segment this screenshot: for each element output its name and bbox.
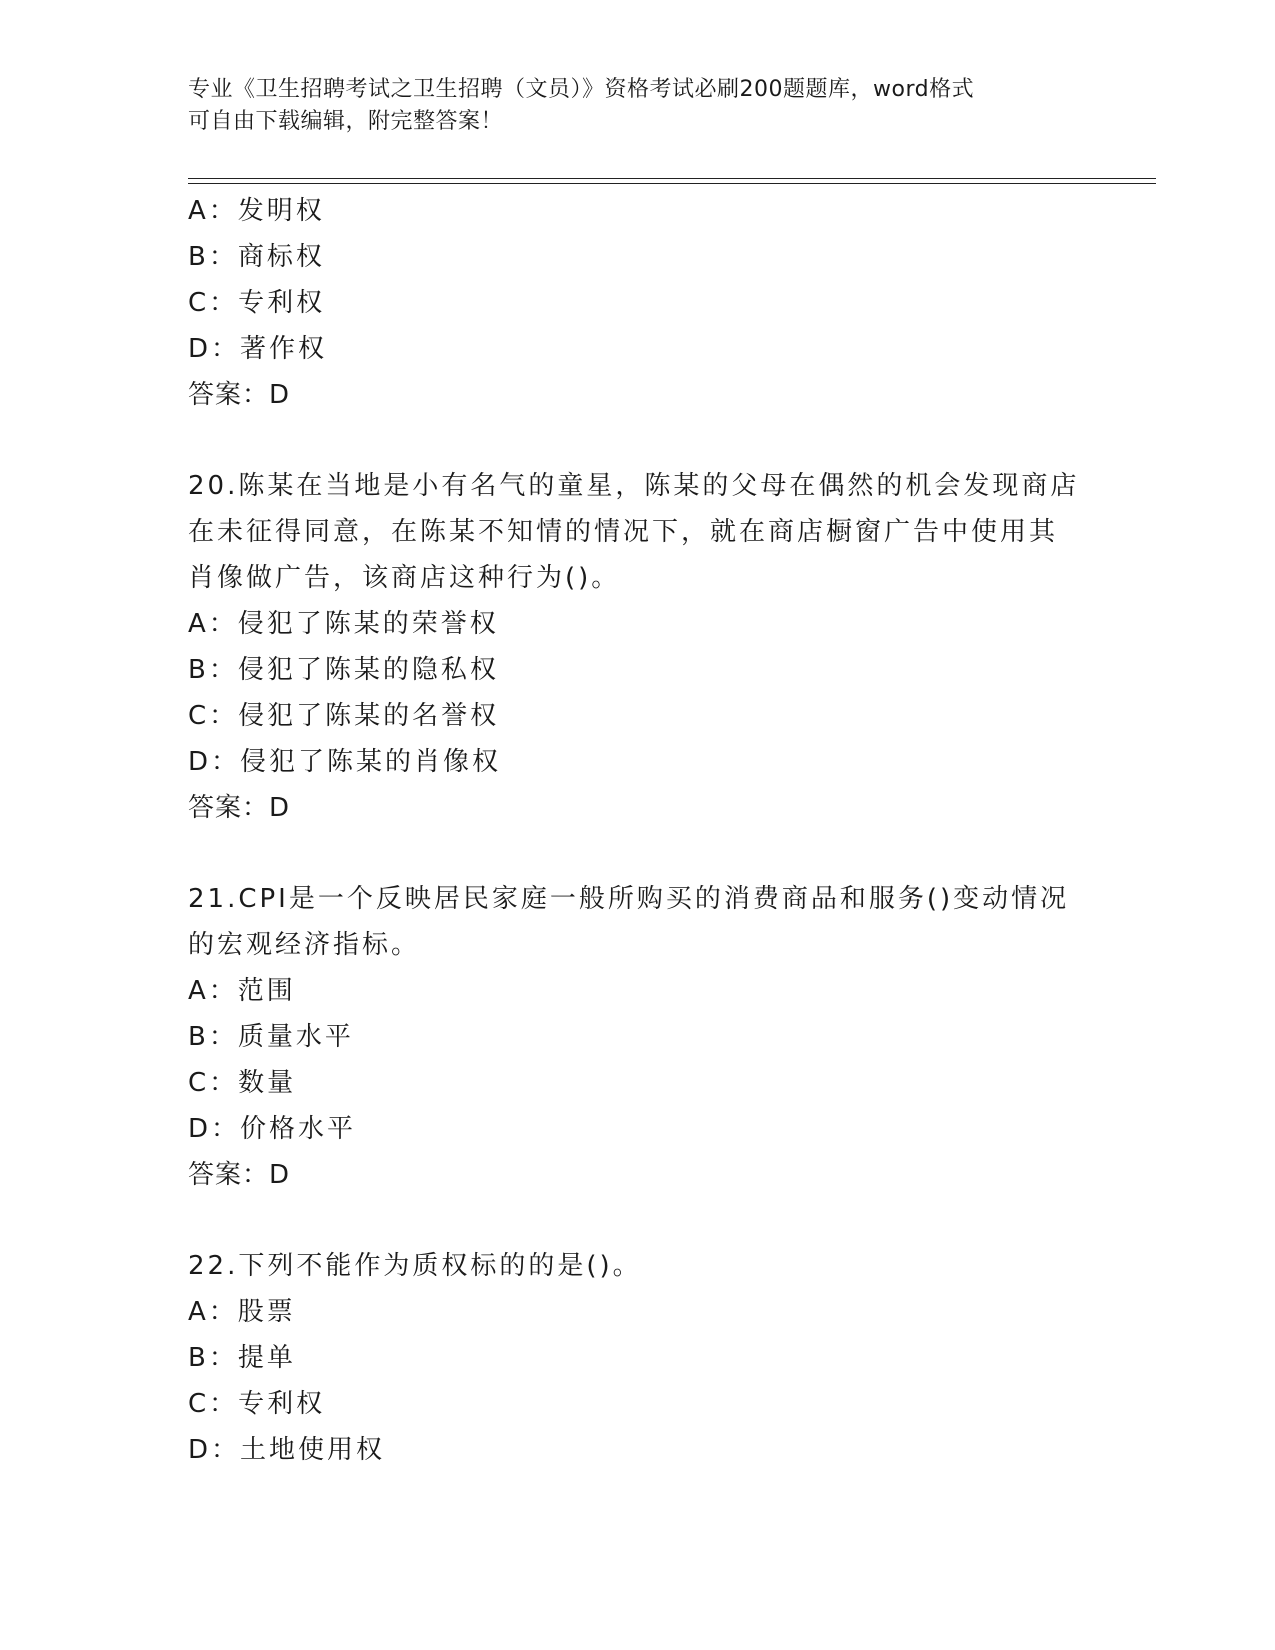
option-d: D：土地使用权: [188, 1435, 386, 1465]
option-c: C：数量: [188, 1068, 297, 1098]
question-list: [188, 188, 1088, 1473]
question-stem-line: 21.CPI是一个反映居民家庭一般所购买的消费商品和服务()变动情况: [188, 884, 1070, 914]
option-d: D：侵犯了陈某的肖像权: [188, 747, 502, 777]
option-c: C：侵犯了陈某的名誉权: [188, 701, 500, 731]
spacer: [188, 831, 1088, 876]
document-header: [188, 74, 1088, 138]
question-stem-line: 20.陈某在当地是小有名气的童星，陈某的父母在偶然的机会发现商店: [188, 471, 1080, 501]
option-d: D：价格水平: [188, 1114, 357, 1144]
header-title-line-2: 可自由下载编辑，附完整答案！: [188, 109, 504, 134]
question-21: [188, 876, 1088, 1198]
option-a: A：侵犯了陈某的荣誉权: [188, 609, 499, 639]
option-d: D：著作权: [188, 334, 328, 364]
question-stem-line: 的宏观经济指标。: [188, 930, 421, 960]
option-c: C：专利权: [188, 1389, 326, 1419]
answer: 答案：D: [188, 793, 291, 823]
option-b: B：商标权: [188, 242, 325, 272]
spacer: [188, 418, 1088, 463]
question-stem-line: 肖像做广告，该商店这种行为()。: [188, 563, 621, 593]
question-20: [188, 463, 1088, 831]
option-a: A：发明权: [188, 196, 325, 226]
question-stem-line: 在未征得同意，在陈某不知情的情况下，就在商店橱窗广告中使用其: [188, 517, 1059, 547]
option-c: C：专利权: [188, 288, 326, 318]
option-a: A：范围: [188, 976, 296, 1006]
option-b: B：提单: [188, 1343, 296, 1373]
header-title-line-1: 专业《卫生招聘考试之卫生招聘（文员）》资格考试必刷200题题库，word格式: [188, 77, 975, 102]
option-a: A：股票: [188, 1297, 296, 1327]
answer: 答案：D: [188, 1160, 291, 1190]
question-22: [188, 1243, 1088, 1473]
question-19: [188, 188, 1088, 418]
option-b: B：质量水平: [188, 1022, 354, 1052]
option-b: B：侵犯了陈某的隐私权: [188, 655, 499, 685]
spacer: [188, 1198, 1088, 1243]
header-divider-top: [188, 178, 1156, 179]
answer: 答案：D: [188, 380, 291, 410]
question-stem-line: 22.下列不能作为质权标的的是()。: [188, 1251, 642, 1281]
header-divider-bottom: [188, 183, 1156, 184]
